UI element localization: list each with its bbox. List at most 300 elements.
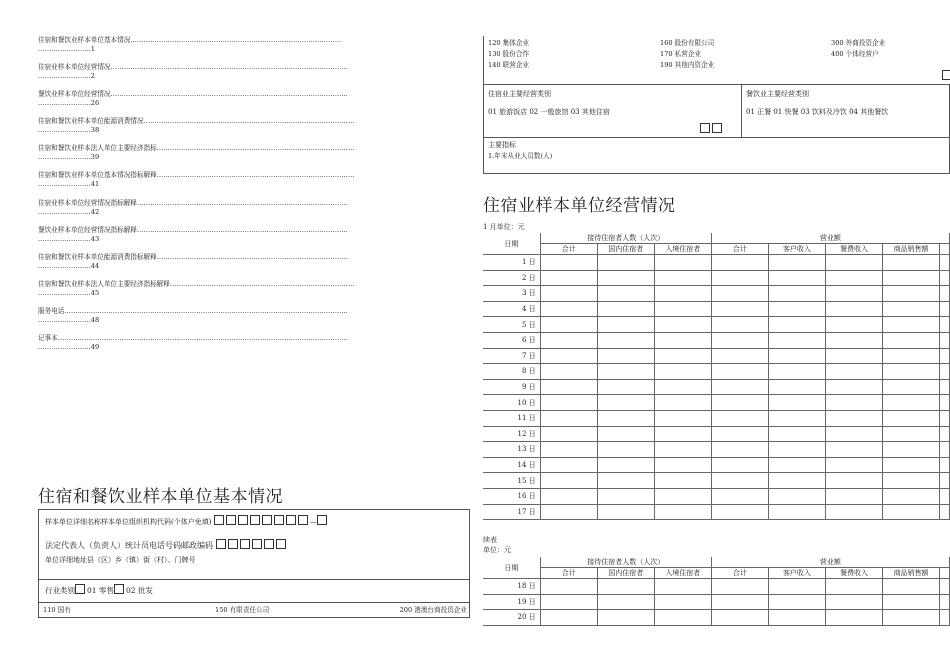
- data-cell[interactable]: [654, 332, 711, 348]
- own-400: 400 个体经营户: [831, 50, 879, 58]
- data-cell[interactable]: [711, 610, 768, 626]
- data-cell[interactable]: [825, 286, 882, 302]
- data-cell[interactable]: [768, 286, 825, 302]
- basic-info-form: [38, 509, 470, 618]
- data-cell[interactable]: [940, 473, 950, 489]
- right-column: [483, 36, 950, 174]
- data-cell[interactable]: [711, 301, 768, 317]
- data-cell[interactable]: [540, 504, 597, 520]
- data-cell[interactable]: [540, 364, 597, 380]
- data-cell[interactable]: [654, 410, 711, 426]
- data-cell[interactable]: [883, 442, 940, 458]
- own-190: 190 其他内资企业: [660, 61, 715, 69]
- data-cell[interactable]: [825, 426, 882, 442]
- data-cell[interactable]: [940, 270, 950, 286]
- toc-entry-title[interactable]: 住宿和餐饮业样本单位基本情况指标解释………………………………………………………………………………: [38, 171, 355, 180]
- data-cell[interactable]: [540, 270, 597, 286]
- lodging-type-label: 住宿业主要经营类别: [488, 90, 551, 98]
- data-cell[interactable]: [768, 426, 825, 442]
- data-cell[interactable]: [940, 488, 950, 504]
- data-cell[interactable]: [768, 488, 825, 504]
- subheader-cell: 合计: [540, 244, 597, 255]
- table-row: [483, 348, 950, 364]
- day-label: 15 日: [483, 473, 540, 489]
- lodging-ops-table: [483, 233, 950, 520]
- data-cell[interactable]: [540, 255, 597, 271]
- data-cell[interactable]: [654, 442, 711, 458]
- business-types: [483, 85, 950, 138]
- data-cell[interactable]: [768, 442, 825, 458]
- data-cell[interactable]: [540, 286, 597, 302]
- data-cell[interactable]: [825, 332, 882, 348]
- data-cell[interactable]: [654, 579, 711, 595]
- data-cell[interactable]: [597, 610, 654, 626]
- data-cell[interactable]: [540, 579, 597, 595]
- data-cell[interactable]: [825, 301, 882, 317]
- data-cell[interactable]: [597, 457, 654, 473]
- subheader-cell: 客户收入: [768, 568, 825, 579]
- data-cell[interactable]: [597, 594, 654, 610]
- data-cell[interactable]: [597, 379, 654, 395]
- toc-entry-page: ……………………44: [38, 261, 100, 270]
- form-row-rep: [39, 539, 469, 551]
- data-cell[interactable]: [540, 442, 597, 458]
- toc-entry-title[interactable]: 服务电话…………………………………………………………………………………………………………………: [38, 306, 348, 315]
- toc-entry-title[interactable]: 记事本……………………………………………………………………………………………………………………: [38, 334, 348, 343]
- data-cell[interactable]: [768, 457, 825, 473]
- subheader-cell: 商品销售额: [883, 568, 940, 579]
- data-cell[interactable]: [940, 504, 950, 520]
- day-label: 1 日: [483, 255, 540, 271]
- data-cell[interactable]: [940, 610, 950, 626]
- data-cell[interactable]: [768, 473, 825, 489]
- own-140: 140 联营企业: [488, 61, 530, 69]
- subheader-cell-empty: [940, 568, 950, 579]
- data-cell[interactable]: [597, 332, 654, 348]
- catering-type-label: 餐饮业主要经营类别: [746, 90, 809, 98]
- subheader-cell: 国内住宿者: [597, 244, 654, 255]
- header-guests: 接待住宿者人数（人次）: [540, 233, 711, 244]
- data-cell[interactable]: [540, 332, 597, 348]
- own-150: 150 有限责任公司: [215, 606, 270, 614]
- data-cell[interactable]: [654, 301, 711, 317]
- data-cell[interactable]: [768, 348, 825, 364]
- ownership-check-box[interactable]: [942, 70, 950, 80]
- toc-entry-page: ……………………41: [38, 180, 100, 189]
- table-row: [483, 594, 950, 610]
- table-row: [483, 504, 950, 520]
- form-row-rep-label: 法定代表人（负责人）统计员电话号码邮政编码: [45, 541, 213, 550]
- data-cell[interactable]: [883, 270, 940, 286]
- wholesale-option: 02 批发: [125, 586, 153, 595]
- data-cell[interactable]: [825, 348, 882, 364]
- table-row: [483, 270, 950, 286]
- data-cell[interactable]: [540, 488, 597, 504]
- subheader-cell: 国内住宿者: [597, 568, 654, 579]
- data-cell[interactable]: [711, 488, 768, 504]
- data-cell[interactable]: [597, 488, 654, 504]
- table-row: [483, 488, 950, 504]
- data-cell[interactable]: [883, 379, 940, 395]
- subheader-cell: 餐费收入: [825, 568, 882, 579]
- data-cell[interactable]: [883, 395, 940, 411]
- data-cell[interactable]: [825, 488, 882, 504]
- data-cell[interactable]: [768, 610, 825, 626]
- data-cell[interactable]: [825, 317, 882, 333]
- data-cell[interactable]: [940, 255, 950, 271]
- day-label: 13 日: [483, 442, 540, 458]
- subheader-cell: 合计: [711, 244, 768, 255]
- subheader-cell: 入境住宿者: [654, 244, 711, 255]
- lodging-type-boxes[interactable]: [700, 123, 724, 134]
- data-cell[interactable]: [711, 473, 768, 489]
- toc-entry-title[interactable]: 住宿业样本单位经营情况指标解释……………………………………………………………………………………: [38, 198, 348, 207]
- table-subheader-row: [483, 568, 950, 579]
- toc-entry-title[interactable]: 住宿业样本单位经营情况………………………………………………………………………………………………: [38, 63, 348, 72]
- data-cell[interactable]: [768, 332, 825, 348]
- data-cell[interactable]: [540, 473, 597, 489]
- data-cell[interactable]: [825, 442, 882, 458]
- data-cell[interactable]: [654, 364, 711, 380]
- header-revenue: 营业额: [711, 233, 949, 244]
- data-cell[interactable]: [825, 270, 882, 286]
- data-cell[interactable]: [654, 379, 711, 395]
- data-cell[interactable]: [711, 255, 768, 271]
- day-label: 12 日: [483, 426, 540, 442]
- data-cell[interactable]: [711, 410, 768, 426]
- data-cell[interactable]: [711, 364, 768, 380]
- table-row: [483, 410, 950, 426]
- toc-entry-title[interactable]: 住宿和餐饮业样本单位基本情况……………………………………………………………………………………: [38, 36, 342, 44]
- retail-check-box[interactable]: [75, 584, 85, 594]
- data-cell[interactable]: [825, 504, 882, 520]
- data-cell[interactable]: [597, 255, 654, 271]
- data-cell[interactable]: [940, 594, 950, 610]
- data-cell[interactable]: [597, 442, 654, 458]
- industry-label: 行业类别: [45, 586, 75, 595]
- data-cell[interactable]: [711, 395, 768, 411]
- table-row: [483, 286, 950, 302]
- day-label: 19 日: [483, 594, 540, 610]
- data-cell[interactable]: [883, 255, 940, 271]
- data-cell[interactable]: [768, 395, 825, 411]
- data-cell[interactable]: [883, 504, 940, 520]
- org-code-dash: —: [309, 518, 317, 526]
- data-cell[interactable]: [597, 473, 654, 489]
- data-cell[interactable]: [768, 504, 825, 520]
- data-cell[interactable]: [825, 395, 882, 411]
- subheader-cell: 合计: [711, 568, 768, 579]
- lodging-ops-heading: 住宿业样本单位经营情况: [483, 196, 676, 216]
- data-cell[interactable]: [711, 286, 768, 302]
- toc-entry-page: ……………………26: [38, 99, 100, 108]
- header-revenue: 营业额: [711, 557, 949, 568]
- table-row: [483, 395, 950, 411]
- data-cell[interactable]: [654, 594, 711, 610]
- data-cell[interactable]: [883, 426, 940, 442]
- data-cell[interactable]: [768, 379, 825, 395]
- table-row: [483, 255, 950, 271]
- table-subheader-row: [483, 244, 950, 255]
- subheader-cell: 合计: [540, 568, 597, 579]
- data-cell[interactable]: [883, 473, 940, 489]
- data-cell[interactable]: [940, 457, 950, 473]
- day-label: 14 日: [483, 457, 540, 473]
- continued-label: 续表: [483, 536, 497, 544]
- lodging-ops-table-continued: [483, 557, 950, 626]
- form-row-industry: [39, 580, 469, 603]
- own-120: 120 集体企业: [488, 39, 530, 47]
- own-160: 160 股份有限公司: [660, 39, 715, 47]
- toc-entry-page: ……………………45: [38, 288, 100, 297]
- data-cell[interactable]: [711, 332, 768, 348]
- ownership-row-left: [39, 603, 469, 618]
- data-cell[interactable]: [654, 457, 711, 473]
- data-cell[interactable]: [597, 317, 654, 333]
- data-cell[interactable]: [597, 504, 654, 520]
- data-cell[interactable]: [768, 270, 825, 286]
- table-row: [483, 579, 950, 595]
- data-cell[interactable]: [711, 348, 768, 364]
- subheader-cell: 餐费收入: [825, 244, 882, 255]
- data-cell[interactable]: [825, 364, 882, 380]
- data-cell[interactable]: [940, 364, 950, 380]
- day-label: 8 日: [483, 364, 540, 380]
- org-code-check-box[interactable]: [317, 515, 327, 525]
- day-label: 6 日: [483, 332, 540, 348]
- day-label: 20 日: [483, 610, 540, 626]
- indicators-box: [483, 138, 950, 174]
- table-row: [483, 457, 950, 473]
- unit-label-1: 1 月单位：元: [483, 223, 525, 231]
- data-cell[interactable]: [883, 332, 940, 348]
- data-cell[interactable]: [825, 379, 882, 395]
- table-row: [483, 301, 950, 317]
- toc-entry-page: ……………………49: [38, 343, 100, 352]
- own-170: 170 私营企业: [660, 50, 702, 58]
- data-cell[interactable]: [711, 504, 768, 520]
- data-cell[interactable]: [711, 426, 768, 442]
- table-row: [483, 317, 950, 333]
- data-cell[interactable]: [540, 426, 597, 442]
- table-row: [483, 442, 950, 458]
- toc-entry-title[interactable]: 住宿和餐饮业样本单位能源消费指标解释……………………………………………………………………………: [38, 252, 348, 261]
- toc-entry-title[interactable]: 餐饮业样本单位经营情况………………………………………………………………………………………………: [38, 90, 348, 99]
- data-cell[interactable]: [540, 410, 597, 426]
- unit-label-2: 单位：元: [483, 546, 511, 554]
- data-cell[interactable]: [940, 301, 950, 317]
- data-cell[interactable]: [825, 457, 882, 473]
- data-cell[interactable]: [654, 488, 711, 504]
- data-cell[interactable]: [654, 317, 711, 333]
- data-cell[interactable]: [597, 395, 654, 411]
- data-cell[interactable]: [940, 442, 950, 458]
- wholesale-check-box[interactable]: [114, 584, 124, 594]
- data-cell[interactable]: [711, 457, 768, 473]
- data-cell[interactable]: [883, 301, 940, 317]
- day-label: 17 日: [483, 504, 540, 520]
- table-row: [483, 332, 950, 348]
- data-cell[interactable]: [940, 379, 950, 395]
- data-cell[interactable]: [883, 488, 940, 504]
- data-cell[interactable]: [883, 579, 940, 595]
- data-cell[interactable]: [883, 286, 940, 302]
- basic-info-heading: 住宿和餐饮业样本单位基本情况: [38, 487, 283, 507]
- toc-entry-title[interactable]: 住宿和餐饮业样本法人单位主要经济指标解释…………………………………………………………………………: [38, 279, 355, 288]
- data-cell[interactable]: [940, 332, 950, 348]
- data-cell[interactable]: [597, 579, 654, 595]
- data-cell[interactable]: [711, 270, 768, 286]
- own-110: 110 国有: [43, 606, 71, 614]
- data-cell[interactable]: [768, 317, 825, 333]
- data-cell[interactable]: [540, 317, 597, 333]
- data-cell[interactable]: [768, 594, 825, 610]
- data-cell[interactable]: [940, 410, 950, 426]
- day-label: 16 日: [483, 488, 540, 504]
- table-row: [483, 379, 950, 395]
- table-of-contents: [38, 36, 468, 361]
- data-cell[interactable]: [654, 270, 711, 286]
- data-cell[interactable]: [883, 457, 940, 473]
- table-header-row: [483, 233, 950, 244]
- data-cell[interactable]: [711, 317, 768, 333]
- data-cell[interactable]: [597, 270, 654, 286]
- table-row: [483, 610, 950, 626]
- day-label: 18 日: [483, 579, 540, 595]
- data-cell[interactable]: [540, 610, 597, 626]
- data-cell[interactable]: [940, 286, 950, 302]
- data-cell[interactable]: [768, 255, 825, 271]
- form-row-name: [39, 510, 469, 535]
- data-cell[interactable]: [597, 286, 654, 302]
- header-guests: 接待住宿者人数（人次）: [540, 557, 711, 568]
- day-label: 9 日: [483, 379, 540, 395]
- day-label: 3 日: [483, 286, 540, 302]
- table-row: [483, 364, 950, 380]
- indicator-employees: 1.年末从业人员数(人): [488, 152, 553, 160]
- table-row: [483, 426, 950, 442]
- subheader-cell: 客户收入: [768, 244, 825, 255]
- data-cell[interactable]: [940, 348, 950, 364]
- own-130: 130 股份合作: [488, 50, 530, 58]
- org-code-boxes[interactable]: [214, 518, 310, 526]
- form-row-name-label: 样本单位详细名称样本单位组织机构代码(个体户免填): [45, 518, 212, 526]
- data-cell[interactable]: [940, 579, 950, 595]
- data-cell[interactable]: [883, 410, 940, 426]
- data-cell[interactable]: [540, 594, 597, 610]
- data-cell[interactable]: [597, 301, 654, 317]
- own-200: 200 港澳台商投资企业: [399, 606, 467, 614]
- data-cell[interactable]: [768, 579, 825, 595]
- subheader-cell: 商品销售额: [883, 244, 940, 255]
- data-cell[interactable]: [711, 379, 768, 395]
- data-cell[interactable]: [654, 348, 711, 364]
- toc-entry-page: ……………………39: [38, 153, 100, 162]
- toc-entry-page: ……………………1: [38, 45, 95, 53]
- toc-entry-page: ……………………48: [38, 315, 100, 324]
- lodging-type-cell: [484, 85, 742, 137]
- data-cell[interactable]: [883, 364, 940, 380]
- data-cell[interactable]: [654, 504, 711, 520]
- day-label: 10 日: [483, 395, 540, 411]
- ownership-grid: [483, 36, 950, 85]
- data-cell[interactable]: [940, 395, 950, 411]
- retail-option: 01 零售: [87, 586, 114, 595]
- data-cell[interactable]: [825, 610, 882, 626]
- ownership-col-3: [831, 38, 885, 60]
- lodging-type-options: 01 旅游饭店 02 一般旅馆 03 其他住宿: [488, 108, 610, 116]
- subheader-cell-empty: [940, 244, 950, 255]
- data-cell[interactable]: [654, 426, 711, 442]
- data-cell[interactable]: [711, 594, 768, 610]
- indicators-label: 主要指标: [488, 141, 516, 149]
- data-cell[interactable]: [597, 410, 654, 426]
- day-label: 11 日: [483, 410, 540, 426]
- ownership-col-1: [488, 38, 529, 71]
- data-cell[interactable]: [768, 410, 825, 426]
- data-cell[interactable]: [883, 610, 940, 626]
- data-cell[interactable]: [597, 348, 654, 364]
- data-cell[interactable]: [711, 579, 768, 595]
- toc-entry-page: ……………………42: [38, 207, 100, 216]
- data-cell[interactable]: [597, 364, 654, 380]
- data-cell[interactable]: [540, 457, 597, 473]
- day-label: 5 日: [483, 317, 540, 333]
- ownership-col-2: [660, 38, 714, 71]
- toc-entry-title[interactable]: 餐饮业样本单位经营情况指标解释……………………………………………………………………………………: [38, 225, 348, 234]
- data-cell[interactable]: [825, 473, 882, 489]
- data-cell[interactable]: [540, 348, 597, 364]
- toc-entry-page: ……………………38: [38, 126, 100, 135]
- table-header-row: [483, 557, 950, 568]
- data-cell[interactable]: [940, 317, 950, 333]
- data-cell[interactable]: [825, 255, 882, 271]
- catering-type-options: 01 正餐 01 快餐 03 饮料及冷饮 04 其他餐饮: [746, 108, 889, 116]
- toc-entry-title[interactable]: 住宿和餐饮业样本单位能源消费情况……………………………………………………………………………………: [38, 117, 355, 126]
- data-cell[interactable]: [654, 255, 711, 271]
- data-cell[interactable]: [540, 395, 597, 411]
- data-cell[interactable]: [883, 348, 940, 364]
- toc-entry-page: ……………………2: [38, 72, 95, 81]
- postcode-boxes[interactable]: [216, 541, 288, 550]
- header-date: 日期: [483, 233, 540, 255]
- form-row-address: 单位详细地址县（区）乡（镇）街（村）、门牌号: [39, 555, 469, 580]
- data-cell[interactable]: [883, 317, 940, 333]
- data-cell[interactable]: [940, 426, 950, 442]
- day-label: 4 日: [483, 301, 540, 317]
- data-cell[interactable]: [540, 301, 597, 317]
- data-cell[interactable]: [540, 379, 597, 395]
- own-300: 300 外商投资企业: [831, 39, 886, 47]
- toc-entry-page: ……………………43: [38, 234, 100, 243]
- header-date: 日期: [483, 557, 540, 579]
- data-cell[interactable]: [654, 610, 711, 626]
- data-cell[interactable]: [597, 426, 654, 442]
- data-cell[interactable]: [654, 286, 711, 302]
- data-cell[interactable]: [825, 579, 882, 595]
- data-cell[interactable]: [883, 594, 940, 610]
- toc-entry-title[interactable]: 住宿和餐饮业样本法人单位主要经济指标………………………………………………………………………………: [38, 144, 355, 153]
- data-cell[interactable]: [654, 395, 711, 411]
- data-cell[interactable]: [768, 364, 825, 380]
- data-cell[interactable]: [825, 594, 882, 610]
- day-label: 7 日: [483, 348, 540, 364]
- data-cell[interactable]: [825, 410, 882, 426]
- data-cell[interactable]: [711, 442, 768, 458]
- data-cell[interactable]: [654, 473, 711, 489]
- data-cell[interactable]: [768, 301, 825, 317]
- table-row: [483, 473, 950, 489]
